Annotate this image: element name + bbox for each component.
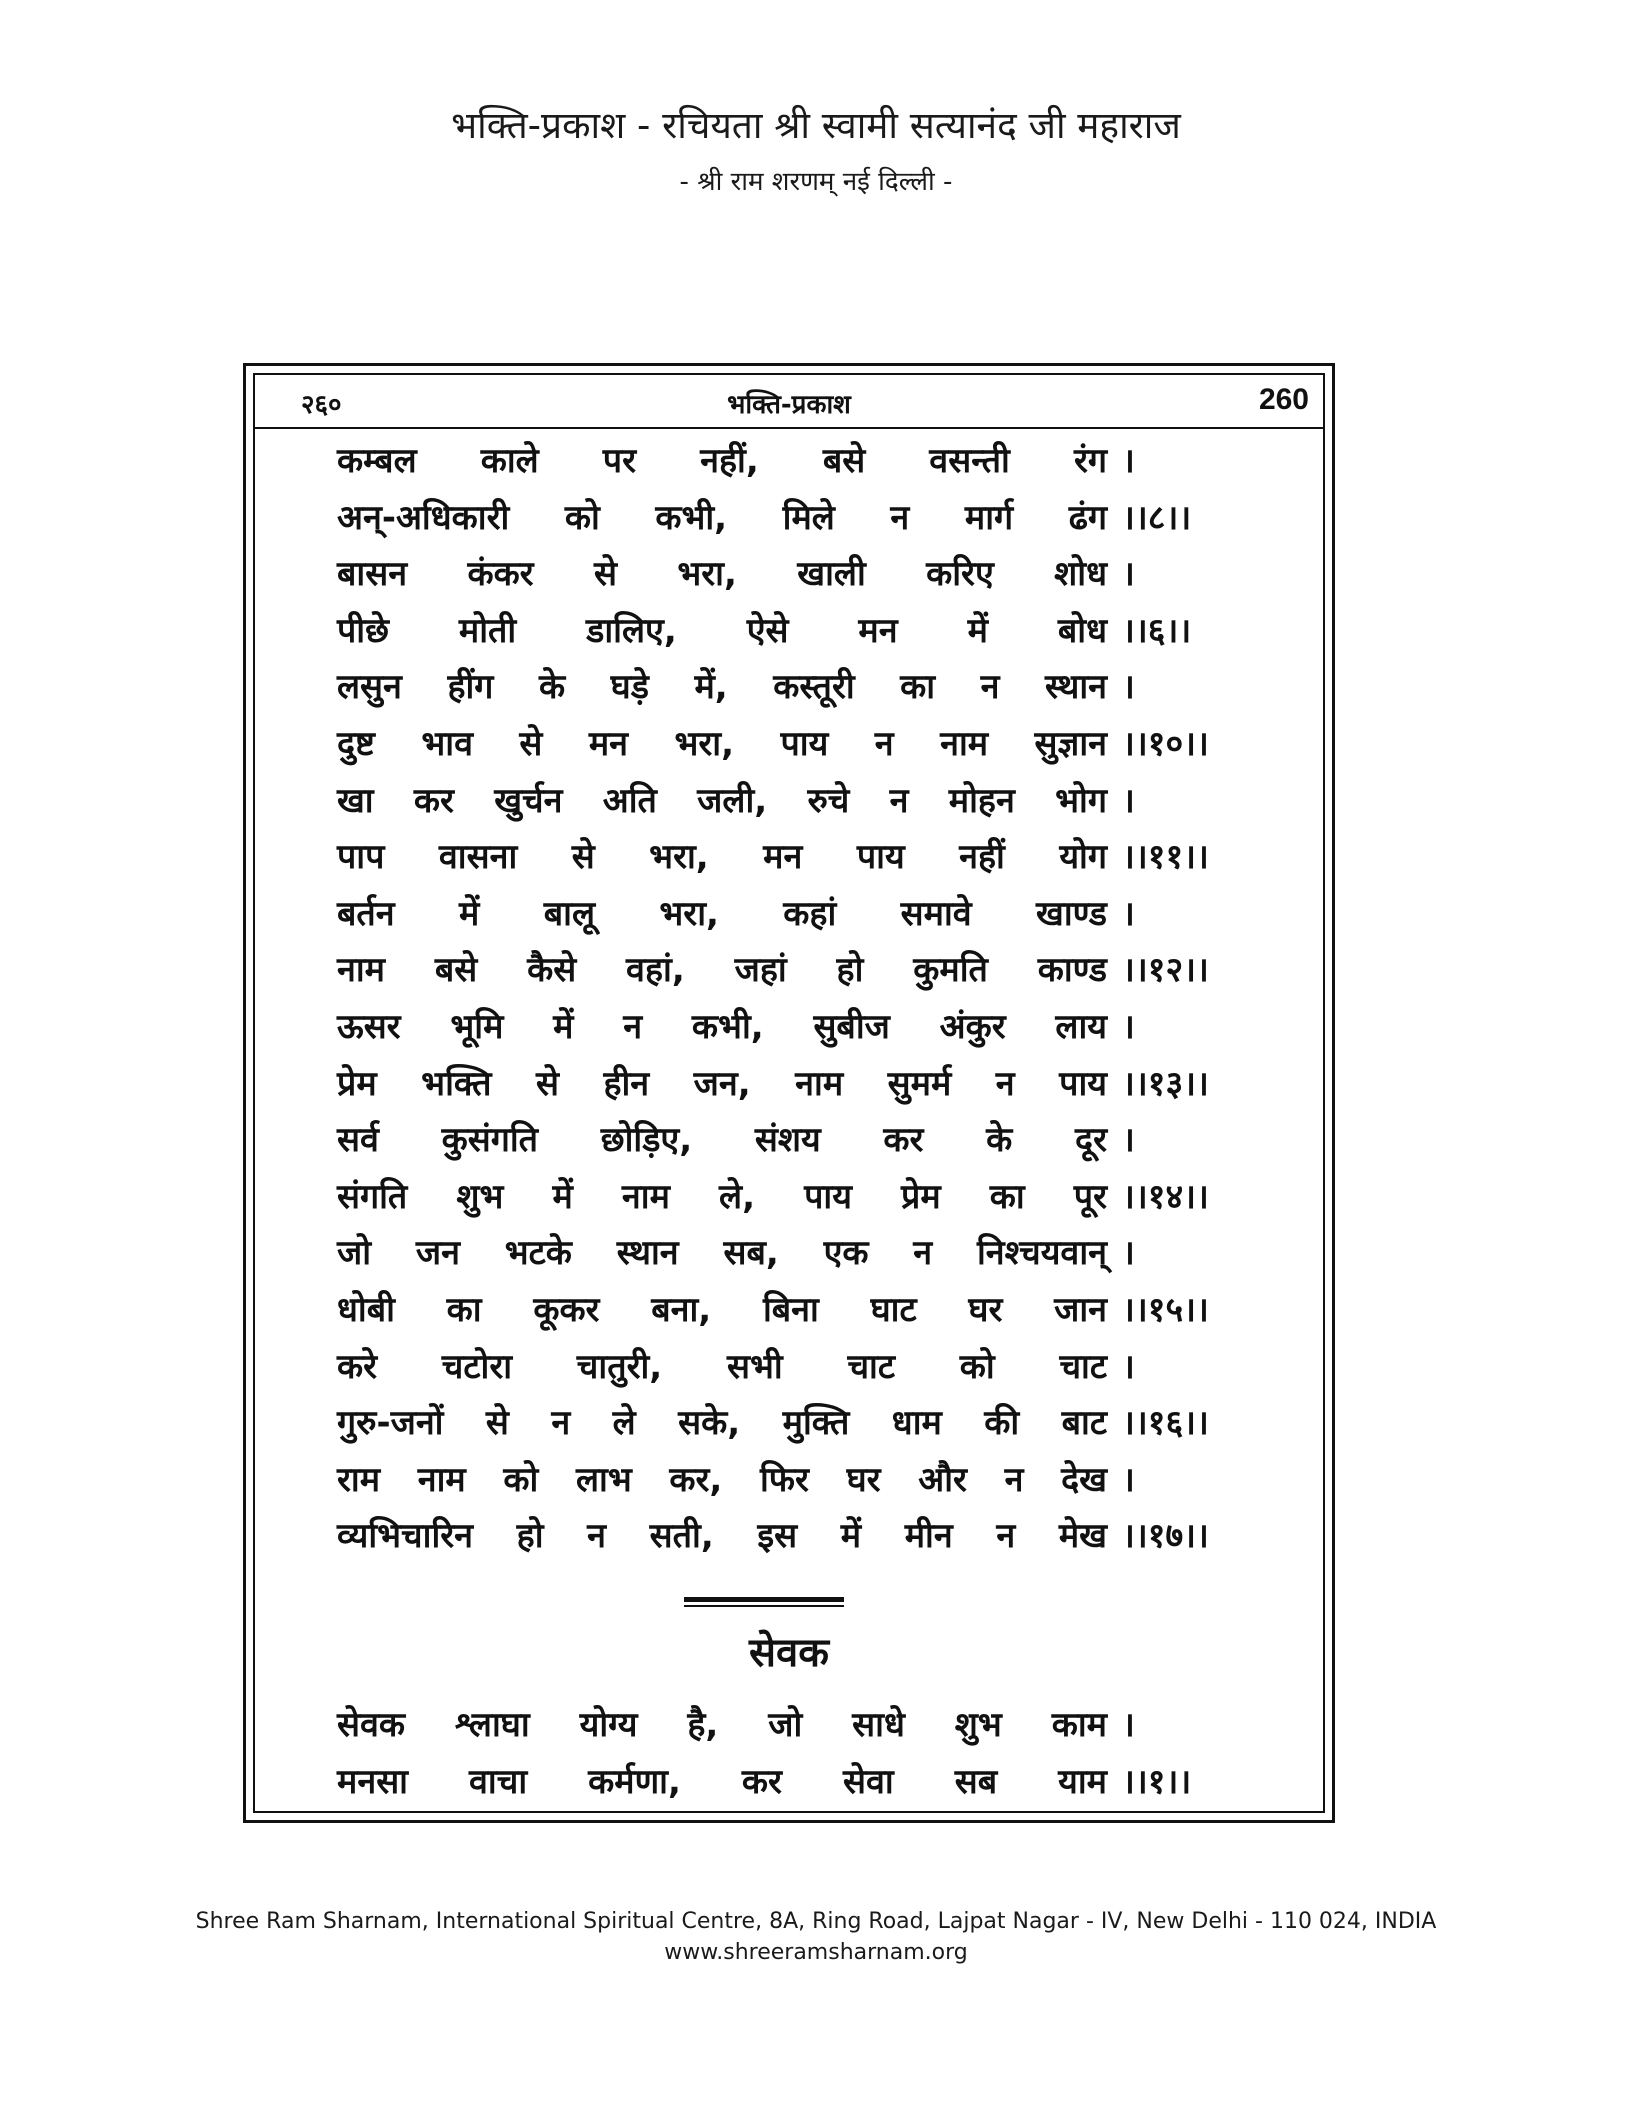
verse-line xyxy=(337,1112,1257,1169)
verse-text: नाम बसे कैसे वहां, जहां हो कुमति काण्ड xyxy=(337,950,1107,991)
divider-rule-thin xyxy=(684,1605,844,1607)
verse-text: लसुन हींग के घड़े में, कस्तूरी का न स्थान xyxy=(337,667,1107,708)
verse-marker: ।।१४।। xyxy=(1122,1176,1209,1217)
running-head xyxy=(255,375,1323,429)
verse-marker: ।।१०।। xyxy=(1122,723,1209,764)
verse-line xyxy=(337,1452,1257,1509)
page-number-devanagari: २६० xyxy=(301,390,342,420)
verse-text: संगति शुभ में नाम ले, पाय प्रेम का पूर xyxy=(337,1176,1107,1217)
verse-text: करे चटोरा चातुरी, सभी चाट को चाट xyxy=(337,1346,1107,1387)
verse-line xyxy=(337,659,1257,716)
verse-text: गुरु-जनों से न ले सके, मुक्ति धाम की बाट xyxy=(337,1403,1107,1444)
verse-line xyxy=(337,716,1257,773)
verse-line xyxy=(337,1697,1257,1754)
verse-text: जो जन भटके स्थान सब, एक न निश्चयवान् xyxy=(337,1233,1107,1274)
verse-line xyxy=(337,490,1257,547)
verse-line xyxy=(337,1395,1257,1452)
document-subtitle: - श्री राम शरणम् नई दिल्ली - xyxy=(679,167,953,197)
verse-block xyxy=(337,433,1257,1565)
verse-marker: । xyxy=(1122,1459,1135,1500)
verse-marker: । xyxy=(1122,1346,1135,1387)
verse-line xyxy=(337,433,1257,490)
verse-line xyxy=(337,886,1257,943)
verse-line xyxy=(337,1282,1257,1339)
verse-marker: । xyxy=(1122,893,1135,934)
verse-line xyxy=(337,1169,1257,1226)
verse-marker: । xyxy=(1122,441,1135,481)
verse-line xyxy=(337,1508,1257,1565)
verse-text: कम्बल काले पर नहीं, बसे वसन्ती रंग xyxy=(337,441,1107,481)
verse-text: धोबी का कूकर बना, बिना घाट घर जान xyxy=(337,1289,1107,1330)
verse-marker: ।।६।। xyxy=(1122,610,1192,651)
running-title: भक्ति-प्रकाश xyxy=(727,390,851,420)
verse-text: खा कर खुर्चन अति जली, रुचे न मोहन भोग xyxy=(337,780,1107,821)
page-number: 260 xyxy=(1258,383,1309,416)
verse-text: प्रेम भक्ति से हीन जन, नाम सुमर्म न पाय xyxy=(337,1063,1107,1104)
verse-line xyxy=(337,546,1257,603)
divider-rule-thick xyxy=(684,1597,844,1602)
verse-line xyxy=(337,603,1257,660)
verse-text: सेवक श्लाघा योग्य है, जो साधे शुभ काम xyxy=(337,1705,1107,1745)
verse-text: दुष्ट भाव से मन भरा, पाय न नाम सुज्ञान xyxy=(337,723,1107,764)
scanned-page-frame xyxy=(243,363,1335,1823)
verse-marker: ।।१६।। xyxy=(1122,1403,1209,1444)
verse-marker: । xyxy=(1122,1006,1135,1047)
document-title: भक्ति-प्रकाश - रचियता श्री स्वामी सत्यानंद जी महाराज xyxy=(451,104,1181,147)
verse-marker: ।।८।। xyxy=(1122,497,1192,538)
verse-line xyxy=(337,1754,1257,1811)
verse-text: बर्तन में बालू भरा, कहां समावे खाण्ड xyxy=(337,893,1107,934)
verse-line xyxy=(337,829,1257,886)
verse-text: पाप वासना से भरा, मन पाय नहीं योग xyxy=(337,837,1107,878)
verse-text: ऊसर भूमि में न कभी, सुबीज अंकुर लाय xyxy=(337,1006,1107,1047)
section-title: सेवक xyxy=(749,1630,829,1676)
page-inner-border xyxy=(253,373,1325,1813)
verse-marker: । xyxy=(1122,667,1135,708)
verse-marker: ।।१३।। xyxy=(1122,1063,1209,1104)
verse-text: राम नाम को लाभ कर, फिर घर और न देख xyxy=(337,1459,1107,1500)
document-header xyxy=(0,100,1632,202)
footer-website: www.shreeramsharnam.org xyxy=(664,1940,968,1965)
verse-text: अन्-अधिकारी को कभी, मिले न मार्ग ढंग xyxy=(337,497,1107,538)
verse-line xyxy=(337,1056,1257,1113)
verse-marker: । xyxy=(1122,780,1135,821)
verse-text: बासन कंकर से भरा, खाली करिए शोध xyxy=(337,554,1107,595)
verse-line xyxy=(337,942,1257,999)
verse-marker: । xyxy=(1122,1705,1135,1745)
document-footer xyxy=(0,1906,1632,1968)
verse-line xyxy=(337,999,1257,1056)
verse-marker: । xyxy=(1122,1233,1135,1274)
verse-marker: ।।१२।। xyxy=(1122,950,1209,991)
verse-marker: ।।१५।। xyxy=(1122,1289,1209,1330)
section-verse-block xyxy=(337,1697,1257,1810)
verse-line xyxy=(337,773,1257,830)
verse-text: मनसा वाचा कर्मणा, कर सेवा सब याम xyxy=(337,1761,1107,1802)
verse-text: व्यभिचारिन हो न सती, इस में मीन न मेख xyxy=(337,1516,1107,1557)
verse-line xyxy=(337,1225,1257,1282)
verse-text: पीछे मोती डालिए, ऐसे मन में बोध xyxy=(337,610,1107,651)
verse-marker: ।।११।। xyxy=(1122,837,1209,878)
verse-text: सर्व कुसंगति छोड़िए, संशय कर के दूर xyxy=(337,1120,1107,1161)
verse-marker: । xyxy=(1122,1120,1135,1161)
verse-marker: । xyxy=(1122,554,1135,595)
verse-marker: ।।१७।। xyxy=(1122,1516,1209,1557)
footer-address: Shree Ram Sharnam, International Spiritual Centre, 8A, Ring Road, Lajpat Nagar - IV, New Delhi - 110 024, INDIA xyxy=(195,1909,1437,1934)
verse-line xyxy=(337,1339,1257,1396)
section-divider xyxy=(684,1597,844,1607)
verse-marker: ।।१।। xyxy=(1122,1761,1192,1802)
